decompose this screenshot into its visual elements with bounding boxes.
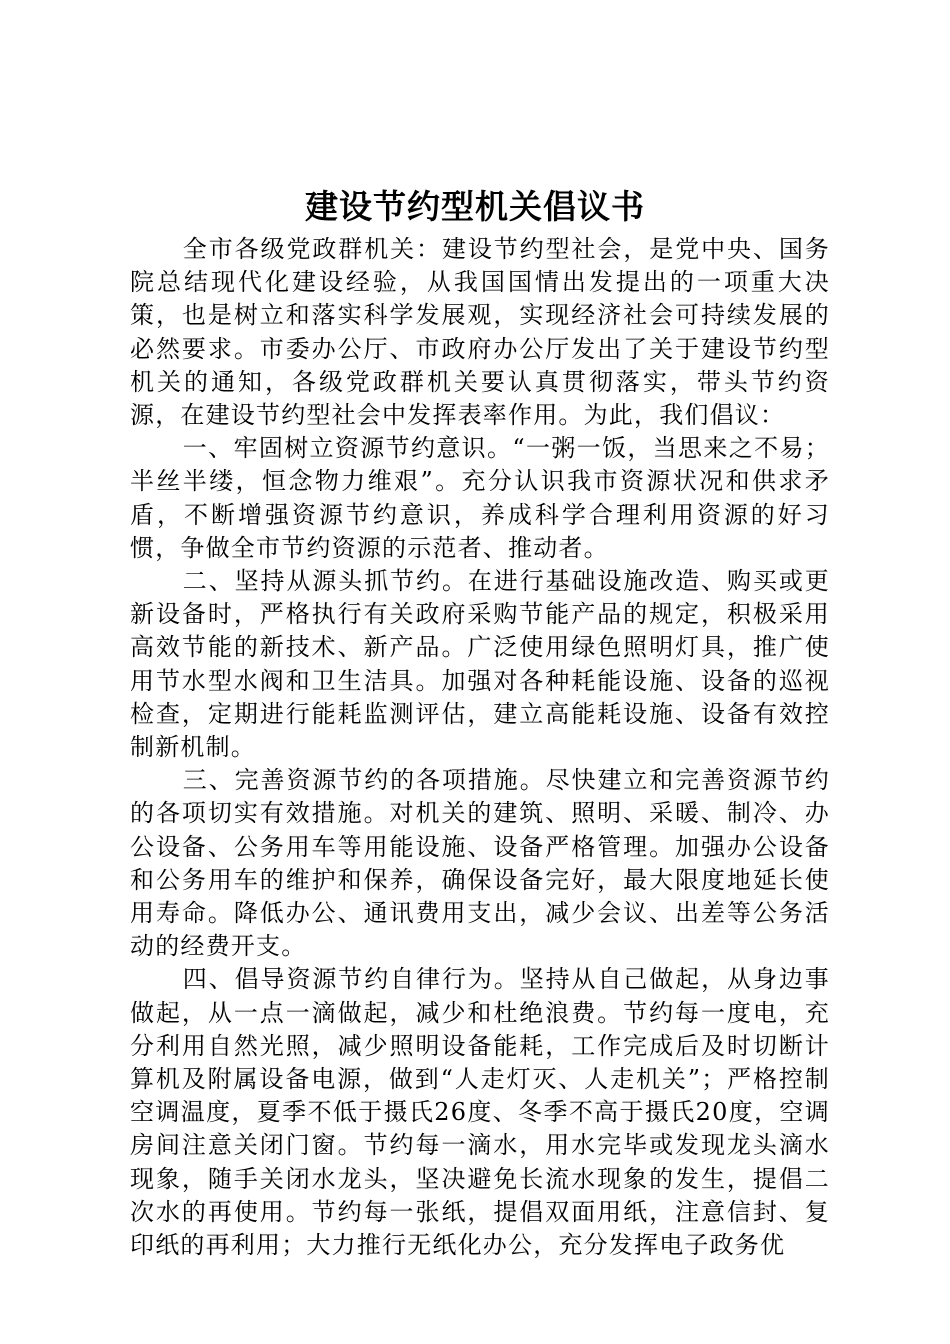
paragraph-item-1: 一、牢固树立资源节约意识。“一粥一饭，当思来之不易；半丝半缕，恒念物力维艰”。充分认识我市资源状况和供求矛盾，不断增强资源节约意识，养成科学合理利用资源的好习惯，争做全市节约资源的示范者、推动者。 (130, 434, 830, 562)
document-body (130, 233, 830, 1262)
paragraph-salutation: 全市各级党政群机关：建设节约型社会，是党中央、国务院总结现代化建设经验，从我国国情出发提出的一项重大决策，也是树立和落实科学发展观，实现经济社会可持续发展的必然要求。市委办公厅、市政府办公厅发出了关于建设节约型机关的通知，各级党政群机关要认真贯彻落实，带头节约资源，在建设节约型社会中发挥表率作用。为此，我们倡议： (130, 235, 830, 430)
paragraph-item-3: 三、完善资源节约的各项措施。尽快建立和完善资源节约的各项切实有效措施。对机关的建筑、照明、采暖、制冷、办公设备、公务用车等用能设施、设备严格管理。加强办公设备和公务用车的维护和保养，确保设备完好，最大限度地延长使用寿命。降低办公、通讯费用支出，减少会议、出差等公务活动的经费开支。 (130, 766, 830, 961)
document-title: 建设节约型机关倡议书 (305, 187, 645, 226)
paragraph-item-4: 四、倡导资源节约自律行为。坚持从自己做起，从身边事做起，从一点一滴做起，减少和杜绝浪费。节约每一度电，充分利用自然光照，减少照明设备能耗，工作完成后及时切断计算机及附属设备电源，做到“人走灯灭、人走机关”；严格控制空调温度，夏季不低于摄氏26度、冬季不高于摄氏20度，空调房间注意关闭门窗。节约每一滴水，用水完毕或发现龙头滴水现象，随手关闭水龙头，坚决避免长流水现象的发生，提倡二次水的再使用。节约每一张纸，提倡双面用纸，注意信封、复印纸的再利用；大力推行无纸化办公，充分发挥电子政务优 (130, 965, 830, 1260)
paragraph-item-2: 二、坚持从源头抓节约。在进行基础设施改造、购买或更新设备时，严格执行有关政府采购节能产品的规定，积极采用高效节能的新技术、新产品。广泛使用绿色照明灯具，推广使用节水型水阀和卫生洁具。加强对各种耗能设施、设备的巡视检查，定期进行能耗监测评估，建立高能耗设施、设备有效控制新机制。 (130, 567, 830, 762)
